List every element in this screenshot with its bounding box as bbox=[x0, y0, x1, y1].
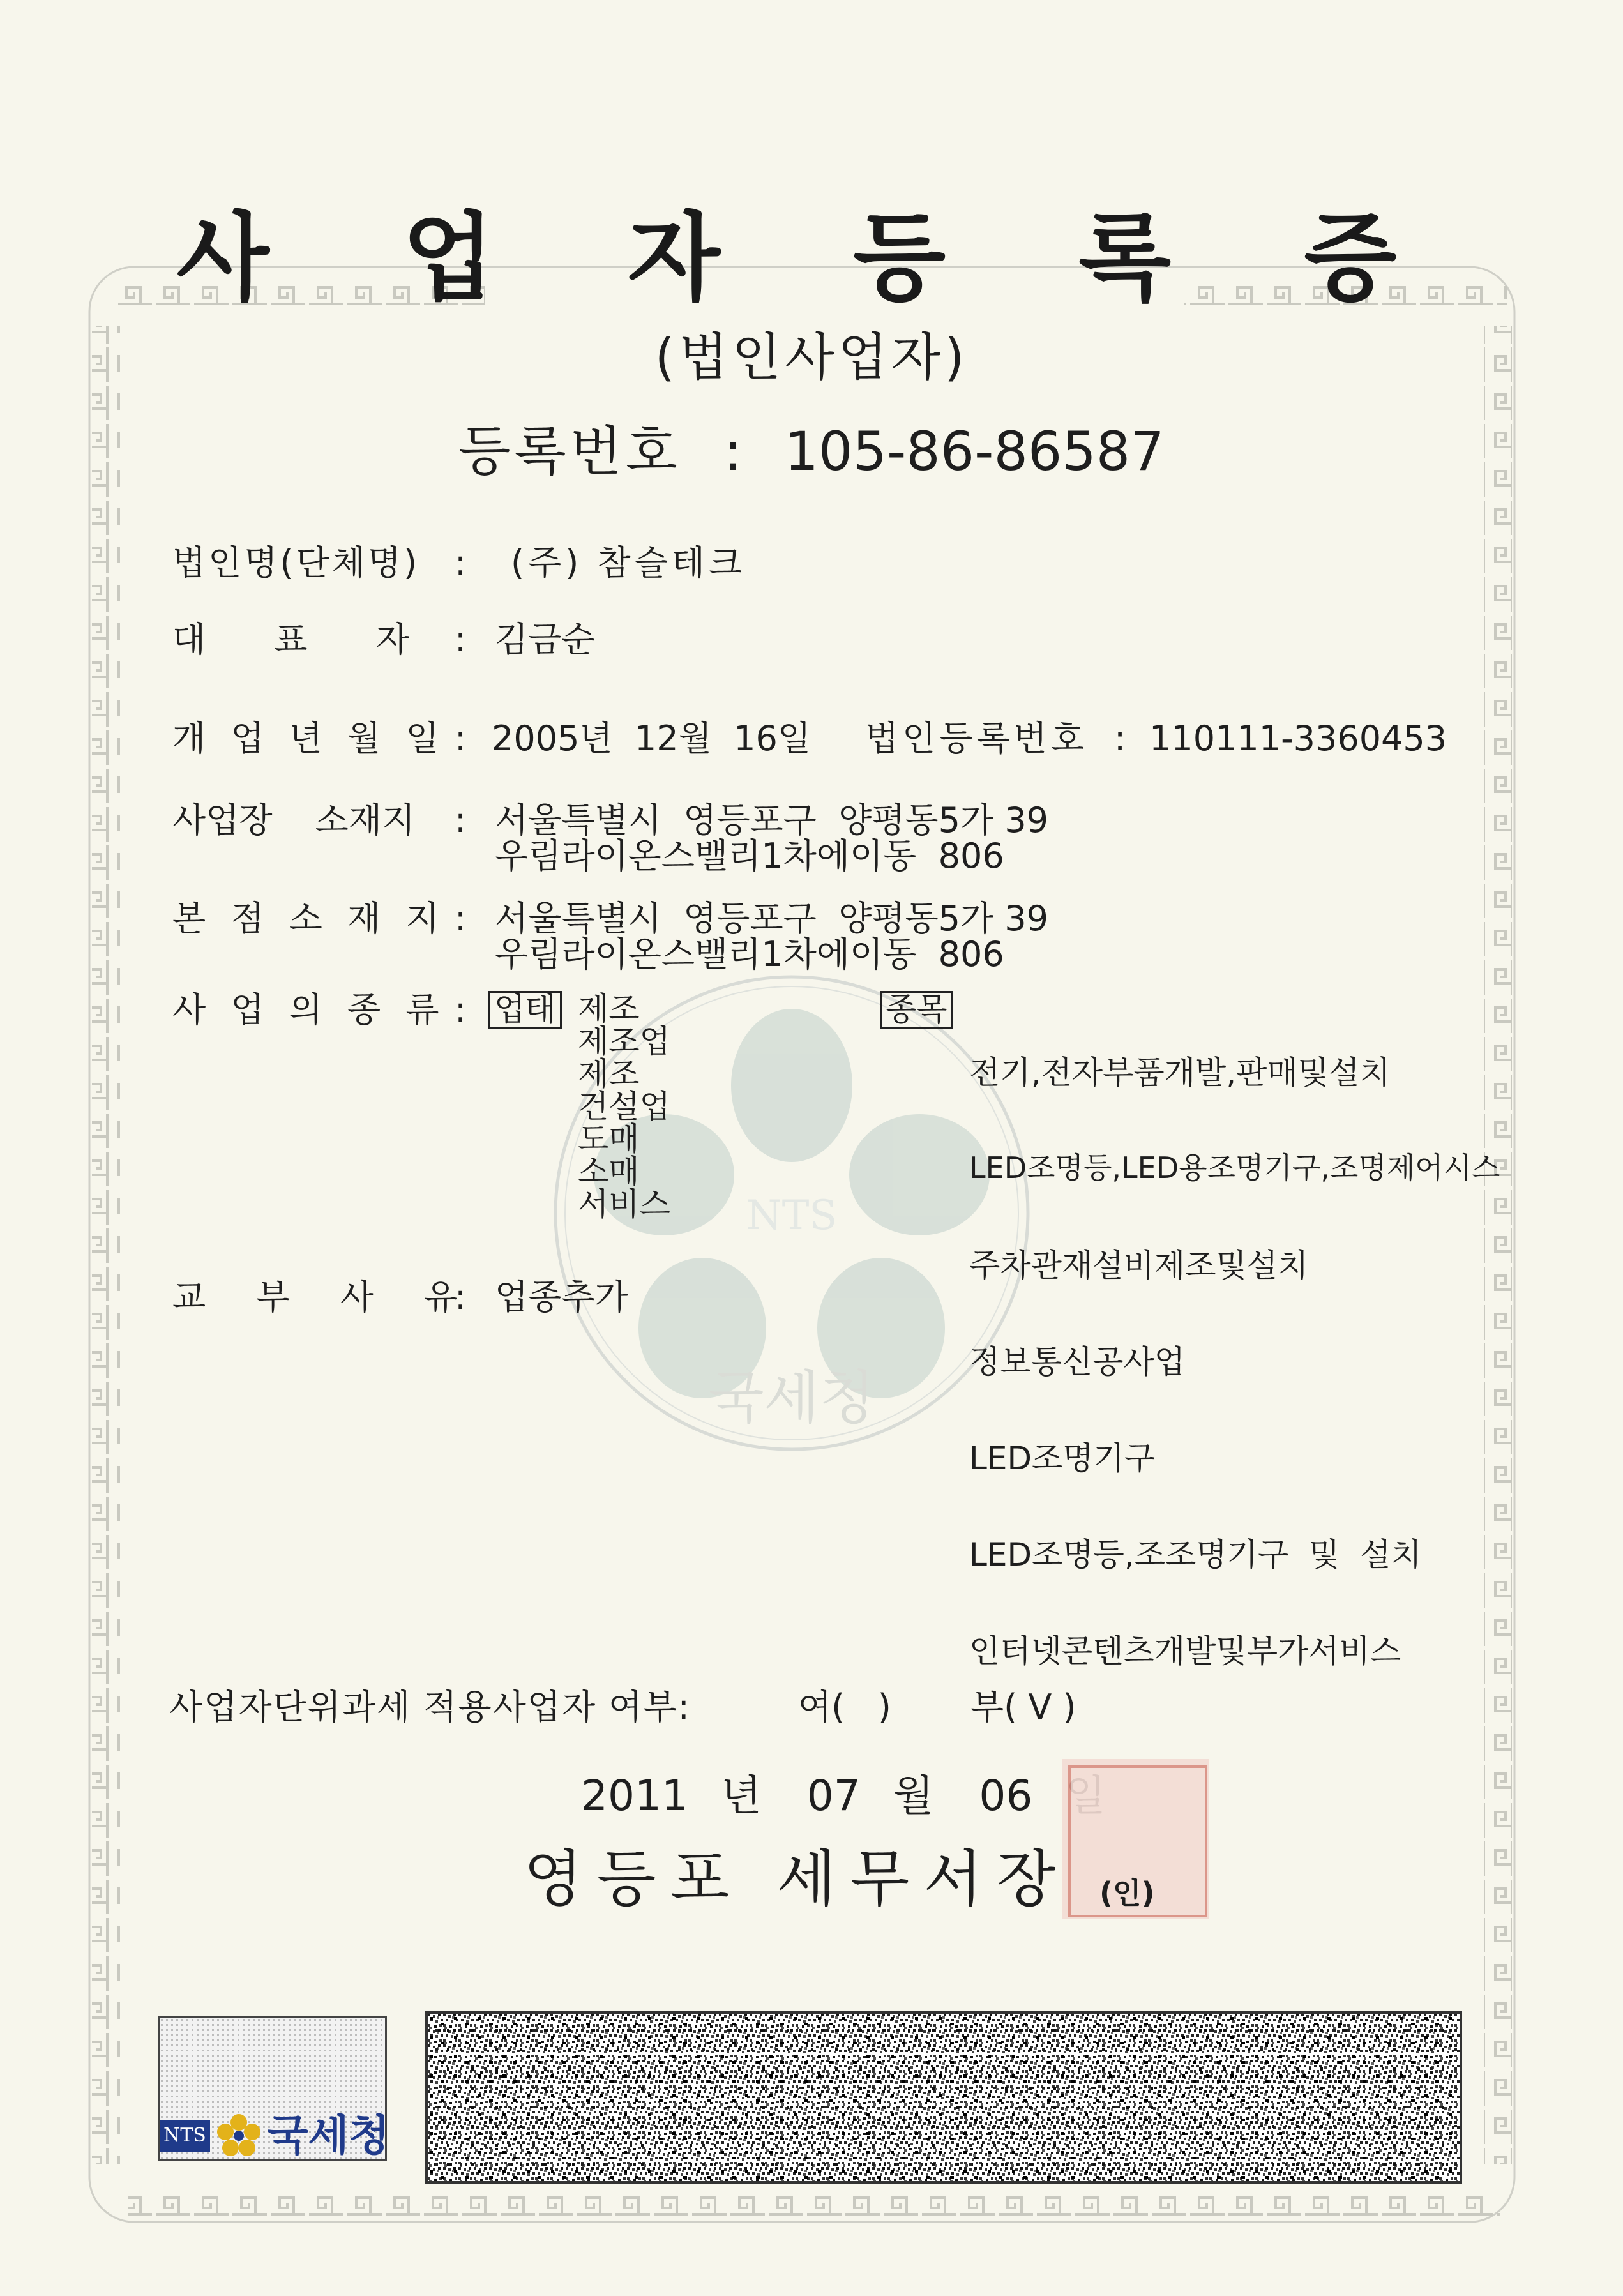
seal-mark: (인) bbox=[1099, 1876, 1155, 1910]
item-entry: LED조명등,조조명기구 및 설치 bbox=[969, 1536, 1422, 1573]
hq-address-label: 본 점 소 재 지 bbox=[172, 898, 439, 939]
hq-address-line1: 서울특별시 영등포구 양평동5가 39 bbox=[495, 898, 1049, 939]
item-entry: 주차관재설비제조및설치 bbox=[969, 1247, 1309, 1284]
item-entry: 인터넷콘텐츠개발및부가서비스 bbox=[969, 1633, 1401, 1670]
representative-value: 김금순 bbox=[495, 619, 595, 660]
business-address-line2: 우림라이온스밸리1차에이동 806 bbox=[495, 836, 1004, 876]
issue-month: 07 bbox=[806, 1771, 861, 1820]
issue-year-unit: 년 bbox=[720, 1771, 762, 1820]
corp-name-value: (주) 참슬테크 bbox=[511, 543, 746, 583]
category-item: 제조업 bbox=[578, 1023, 670, 1060]
corp-reg-label: 법인등록번호 bbox=[865, 718, 1088, 759]
category-item: 제조 bbox=[578, 1055, 640, 1092]
colon: : bbox=[1114, 718, 1126, 759]
open-date-value: 2005년 12월 16일 bbox=[492, 718, 812, 759]
document-title: 사 업 자 등 록 증 bbox=[176, 203, 1447, 314]
issue-reason-value: 업종추가 bbox=[495, 1277, 628, 1317]
issue-reason-label: 교 부 사 유 bbox=[172, 1277, 458, 1317]
unit-tax-yes: 여( ) bbox=[798, 1687, 891, 1727]
nts-logo-name: 국세청 bbox=[267, 2111, 390, 2160]
watermark-bottom-text: 국세청 bbox=[708, 1364, 875, 1431]
nts-logo bbox=[160, 2113, 389, 2158]
unit-tax-label: 사업자단위과세 적용사업자 여부: bbox=[169, 1687, 691, 1727]
watermark-center-text: NTS bbox=[746, 1192, 838, 1239]
category-item: 도매 bbox=[578, 1121, 640, 1158]
category-list bbox=[578, 990, 670, 1223]
colon: : bbox=[455, 1277, 467, 1317]
item-entry: LED조명등,LED용조명기구,조명제어시스 bbox=[969, 1151, 1500, 1185]
business-address-line1: 서울특별시 영등포구 양평동5가 39 bbox=[495, 800, 1049, 840]
representative-label: 대 표 자 bbox=[172, 619, 409, 660]
open-date-label: 개 업 년 월 일 bbox=[172, 718, 439, 759]
category-tag: 업태 bbox=[488, 991, 562, 1029]
registration-number-line bbox=[0, 420, 1623, 483]
colon: : bbox=[455, 718, 467, 759]
issue-year: 2011 bbox=[581, 1771, 688, 1820]
colon: : bbox=[455, 619, 467, 660]
category-item: 서비스 bbox=[578, 1186, 670, 1223]
colon: : bbox=[455, 990, 467, 1030]
unit-tax-no: 부( V ) bbox=[970, 1687, 1076, 1727]
registration-label: 등록번호 bbox=[458, 420, 681, 483]
nts-logo-abbrev: NTS bbox=[160, 2120, 210, 2152]
colon: : bbox=[455, 898, 467, 939]
document-subtitle: (법인사업자) bbox=[654, 328, 969, 387]
category-item: 소매 bbox=[578, 1153, 640, 1190]
colon: : bbox=[455, 800, 467, 840]
issue-date bbox=[581, 1771, 1106, 1820]
item-entry: LED조명기구 bbox=[969, 1440, 1156, 1477]
corp-reg-value: 110111-3360453 bbox=[1149, 718, 1447, 759]
hq-address-line2: 우림라이온스밸리1차에이동 806 bbox=[495, 934, 1004, 974]
registration-number: 105-86-86587 bbox=[784, 420, 1165, 483]
issue-month-unit: 월 bbox=[893, 1771, 934, 1820]
barcode-pattern bbox=[428, 2014, 1460, 2181]
flower-icon bbox=[216, 2113, 261, 2158]
tax-office-name: 영등포 세무서장 bbox=[524, 1843, 1070, 1915]
issue-day: 06 bbox=[979, 1771, 1033, 1820]
corp-name-label: 법인명(단체명) bbox=[172, 543, 420, 583]
category-item: 제조 bbox=[578, 990, 640, 1027]
business-address-label: 사업장 소재지 bbox=[172, 800, 416, 840]
item-tag: 종목 bbox=[880, 991, 953, 1029]
business-type-label: 사 업 의 종 류 bbox=[172, 990, 439, 1030]
category-item: 건설업 bbox=[578, 1088, 670, 1125]
item-entry: 정보통신공사업 bbox=[969, 1343, 1186, 1380]
registration-separator: : bbox=[723, 420, 742, 483]
item-list bbox=[969, 993, 1500, 1700]
document-barcode bbox=[425, 2011, 1462, 2184]
colon: : bbox=[455, 543, 467, 583]
item-entry: 전기,전자부품개발,판매및설치 bbox=[969, 1054, 1391, 1091]
